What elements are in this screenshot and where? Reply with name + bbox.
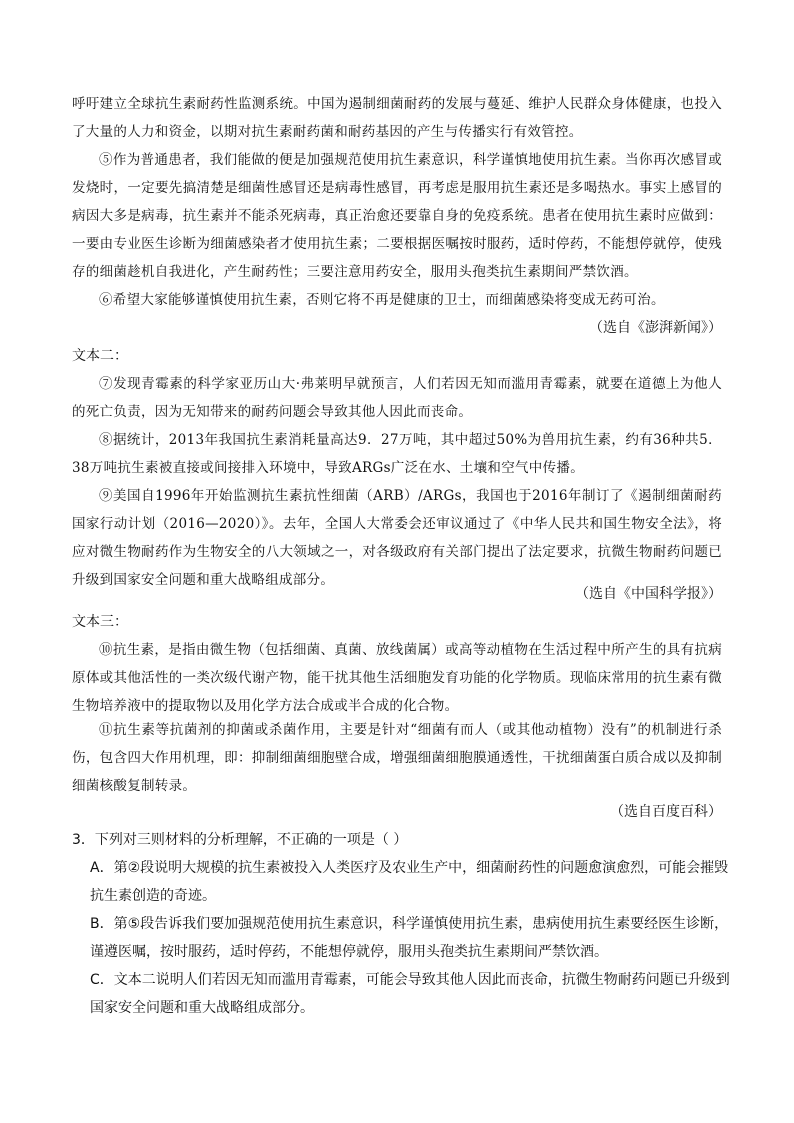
paragraph-8: ⑧据统计，2013年我国抗生素消耗量高达9．27万吨，其中超过50%为兽用抗生素，约有36种共5．38万吨抗生素被直接或间接排入环境中，导致ARGs广泛在水、土壤和空气中传播。 (72, 432, 722, 476)
paragraph-9: ⑨美国自1996年开始监测抗生素抗性细菌（ARB）/ARGs，我国也于2016年制订了《遏制细菌耐药国家行动计划（2016—2020）》。去年，全国人大常委会还审议通过了《中华人民共和国生物安全法》，将应对微生物耐药作为生物安全的八大领域之一，对各级政府有关部门提出了法定要求，抗微生物耐药问题已升级到国家安全问题和重大战略组成部分。 (72, 488, 722, 588)
paragraph-11: ⑪抗生素等抗菌剂的抑菌或杀菌作用，主要是针对“细菌有而人（或其他动植物）没有”的机制进行杀伤，包含四大作用机理，即：抑制细菌细胞壁合成，增强细菌细胞膜通透性，干扰细菌蛋白质合成以及抑制细菌核酸复制转录。 (72, 722, 722, 794)
paragraph-7: ⑦发现青霉素的科学家亚历山大·弗莱明早就预言，人们若因无知而滥用青霉素，就要在道德上为他人的死亡负责，因为无知带来的耐药问题会导致其他人因此而丧命。 (72, 376, 722, 420)
option-b: B．第⑤段告诉我们要加强规范使用抗生素意识，科学谨慎使用抗生素，患病使用抗生素要经医生诊断，谨遵医嘱，按时服药，适时停药，不能想停就停，服用头孢类抗生素期间严禁饮酒。 (90, 916, 729, 960)
paragraph-6: ⑥希望大家能够谨慎使用抗生素，否则它将不再是健康的卫士，而细菌感染将变成无药可治。 (99, 292, 665, 308)
section-heading-text3: 文本三： (72, 614, 128, 630)
paragraph-continued: 呼吁建立全球抗生素耐药性监测系统。中国为遏制细菌耐药的发展与蔓延、维护人民群众身体健康，也投入了大量的人力和资金，以期对抗生素耐药菌和耐药基因的产生与传播实行有效管控。 (72, 96, 722, 140)
section-heading-text2: 文本二： (72, 348, 128, 364)
source-citation-1: （选自《澎湃新闻》） (589, 320, 722, 336)
source-citation-3: （选自百度百科） (610, 804, 722, 820)
option-a: A．第②段说明大规模的抗生素被投入人类医疗及农业生产中，细菌耐药性的问题愈演愈烈，可能会摧毁抗生素创造的奇迹。 (90, 860, 729, 904)
paragraph-10: ⑩抗生素，是指由微生物（包括细菌、真菌、放线菌属）或高等动植物在生活过程中所产生的具有抗病原体或其他活性的一类次级代谢产物，能干扰其他生活细胞发育功能的化学物质。现临床常用的抗生素有微生物培养液中的提取物以及用化学方法合成或半合成的化合物。 (72, 642, 722, 714)
source-citation-2: （选自《中国科学报》） (575, 586, 722, 602)
paragraph-5: ⑤作为普通患者，我们能做的便是加强规范使用抗生素意识，科学谨慎地使用抗生素。当你再次感冒或发烧时，一定要先搞清楚是细菌性感冒还是病毒性感冒，再考虑是服用抗生素还是多喝热水。事实上感冒的病因大多是病毒，抗生素并不能杀死病毒，真正治愈还要靠自身的免疫系统。患者在使用抗生素时应做到：一要由专业医生诊断为细菌感染者才使用抗生素；二要根据医嘱按时服药，适时停药，不能想停就停，使残存的细菌趁机自我进化，产生耐药性；三要注意用药安全，服用头孢类抗生素期间严禁饮酒。 (72, 152, 722, 280)
option-c: C．文本二说明人们若因无知而滥用青霉素，可能会导致其他人因此而丧命，抗微生物耐药问题已升级到国家安全问题和重大战略组成部分。 (90, 972, 730, 1016)
question-stem: 3．下列对三则材料的分析理解，不正确的一项是（ ） (72, 832, 408, 848)
